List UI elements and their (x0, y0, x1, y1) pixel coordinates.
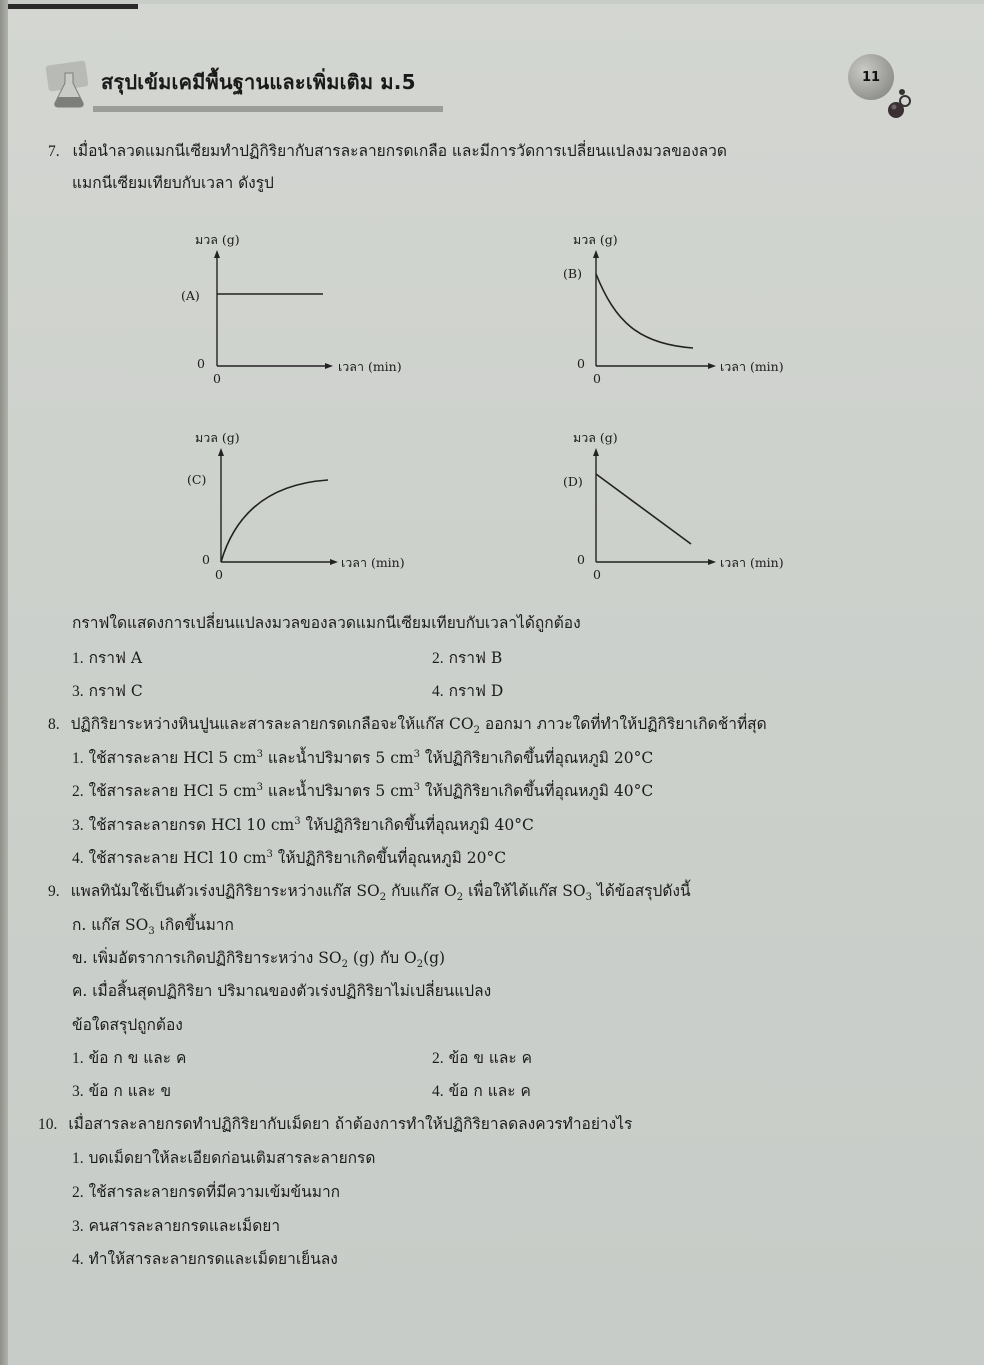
choice-9-4[interactable]: 4. ข้อ ก และ ค (432, 1082, 531, 1100)
x-axis-label: เวลา (min) (341, 555, 405, 570)
statement-kh: ข. เพิ่มอัตราการเกิดปฏิกิริยาระหว่าง $SO_2$ (g) กับ $O_2(g)$ (72, 949, 446, 971)
y-axis-label: มวล (g) (195, 430, 240, 445)
choice-10-2[interactable]: 2. ใช้สารละลายกรดที่มีความเข้มข้นมาก (72, 1183, 341, 1201)
choice-7-4[interactable]: 4. กราฟ D (432, 682, 504, 700)
choice-8-4[interactable]: 4. ใช้สารละลาย HCl 10 $cm^3$ ให้ปฏิกิริยาเกิดขึ้นที่อุณหภูมิ 20°C (72, 849, 507, 868)
graph-a-plot (173, 226, 343, 376)
page-binding-edge (0, 0, 8, 1365)
page-top-shadow (8, 4, 138, 9)
choice-7-2[interactable]: 2. กราฟ B (432, 649, 503, 667)
x-origin-label: 0 (593, 567, 601, 582)
question-number: 8. (48, 716, 60, 733)
question-7-prompt: กราฟใดแสดงการเปลี่ยนแปลงมวลของลวดแมกนีเซียมเทียบกับเวลาได้ถูกต้อง (72, 614, 581, 632)
x-axis-label: เวลา (min) (720, 555, 784, 570)
y-origin-label: 0 (202, 552, 210, 567)
question-10: 10. เมื่อสารละลายกรดทำปฏิกิริยากับเม็ดยา ถ้าต้องการทำให้ปฏิกิริยาลดลงควรทำอย่างไร (38, 1115, 633, 1133)
choice-8-3[interactable]: 3. ใช้สารละลายกรด HCl 10 $cm^3$ ให้ปฏิกิริยาเกิดขึ้นที่อุณหภูมิ 40°C (72, 816, 534, 835)
graph-c-plot (173, 424, 343, 574)
choice-10-3[interactable]: 3. คนสารละลายกรดและเม็ดยา (72, 1217, 281, 1235)
flask-icon (43, 59, 95, 109)
x-origin-label: 0 (213, 371, 221, 386)
choice-7-3[interactable]: 3. กราฟ C (72, 682, 143, 700)
graph-tag: (A) (181, 288, 200, 303)
y-axis-label: มวล (g) (573, 430, 618, 445)
question-number: 7. (48, 143, 60, 160)
y-origin-label: 0 (577, 356, 585, 371)
page-header (43, 54, 923, 114)
question-8: 8. ปฏิกิริยาระหว่างหินปูนและสารละลายกรดเกลือจะให้แก๊ส $CO_2$ ออกมา ภาวะใดที่ทำให้ปฏิกิริยาเกิดช้าที่สุด (48, 715, 767, 737)
question-9-prompt: ข้อใดสรุปถูกต้อง (72, 1016, 183, 1034)
molecule-icon (878, 84, 918, 120)
statement-kh2: ค. เมื่อสิ้นสุดปฏิกิริยา ปริมาณของตัวเร่งปฏิกิริยาไม่เปลี่ยนแปลง (72, 982, 492, 1000)
question-7-line2: แมกนีเซียมเทียบกับเวลา ดังรูป (72, 174, 274, 192)
graph-b-plot (553, 226, 723, 376)
choice-9-1[interactable]: 1. ข้อ ก ข และ ค (72, 1049, 187, 1067)
book-title: สรุปเข้มเคมีพื้นฐานและเพิ่มเติม ม.5 (101, 70, 416, 94)
graph-d (553, 424, 813, 594)
y-axis-label: มวล (g) (573, 232, 618, 247)
question-number: 9. (48, 883, 60, 900)
choice-10-1[interactable]: 1. บดเม็ดยาให้ละเอียดก่อนเติมสารละลายกรด (72, 1149, 376, 1167)
graph-tag: (B) (563, 266, 582, 281)
y-axis-label: มวล (g) (195, 232, 240, 247)
choice-8-2[interactable]: 2. ใช้สารละลาย HCl 5 $cm^3$ และน้ำปริมาตร 5 $cm^3$ ให้ปฏิกิริยาเกิดขึ้นที่อุณหภูมิ 40°C (72, 782, 654, 801)
x-axis-label: เวลา (min) (338, 359, 402, 374)
graph-d-plot (553, 424, 723, 574)
statement-k: ก. แก๊ส $SO_3$ เกิดขึ้นมาก (72, 916, 234, 938)
question-7 (48, 142, 727, 162)
graph-tag: (C) (187, 472, 207, 487)
y-origin-label: 0 (577, 552, 585, 567)
choice-7-1[interactable]: 1. กราฟ A (72, 649, 143, 667)
question-9: 9. แพลทินัมใช้เป็นตัวเร่งปฏิกิริยาระหว่างแก๊ส $SO_2$ กับแก๊ส $O_2$ เพื่อให้ได้แก๊ส $SO_3$ ได้ข้อสรุปดังนี้ (48, 882, 691, 904)
graph-b (553, 226, 813, 396)
question-text: เมื่อนำลวดแมกนีเซียมทำปฏิกิริยากับสารละลายกรดเกลือ และมีการวัดการเปลี่ยนแปลงมวลของลวด (72, 142, 727, 160)
choice-9-2[interactable]: 2. ข้อ ข และ ค (432, 1049, 533, 1067)
x-axis-label: เวลา (min) (720, 359, 784, 374)
choice-8-1[interactable]: 1. ใช้สารละลาย HCl 5 $cm^3$ และน้ำปริมาตร 5 $cm^3$ ให้ปฏิกิริยาเกิดขึ้นที่อุณหภูมิ 20°C (72, 749, 654, 768)
choice-10-4[interactable]: 4. ทำให้สารละลายกรดและเม็ดยาเย็นลง (72, 1250, 338, 1268)
graph-c (173, 424, 433, 594)
graph-a (173, 226, 433, 396)
x-origin-label: 0 (215, 567, 223, 582)
y-origin-label: 0 (197, 356, 205, 371)
header-underline (93, 106, 443, 112)
page-number: 11 (861, 69, 881, 85)
x-origin-label: 0 (593, 371, 601, 386)
question-number: 10. (38, 1116, 58, 1133)
document-page (8, 4, 984, 1365)
choice-9-3[interactable]: 3. ข้อ ก และ ข (72, 1082, 172, 1100)
graph-tag: (D) (563, 474, 583, 489)
